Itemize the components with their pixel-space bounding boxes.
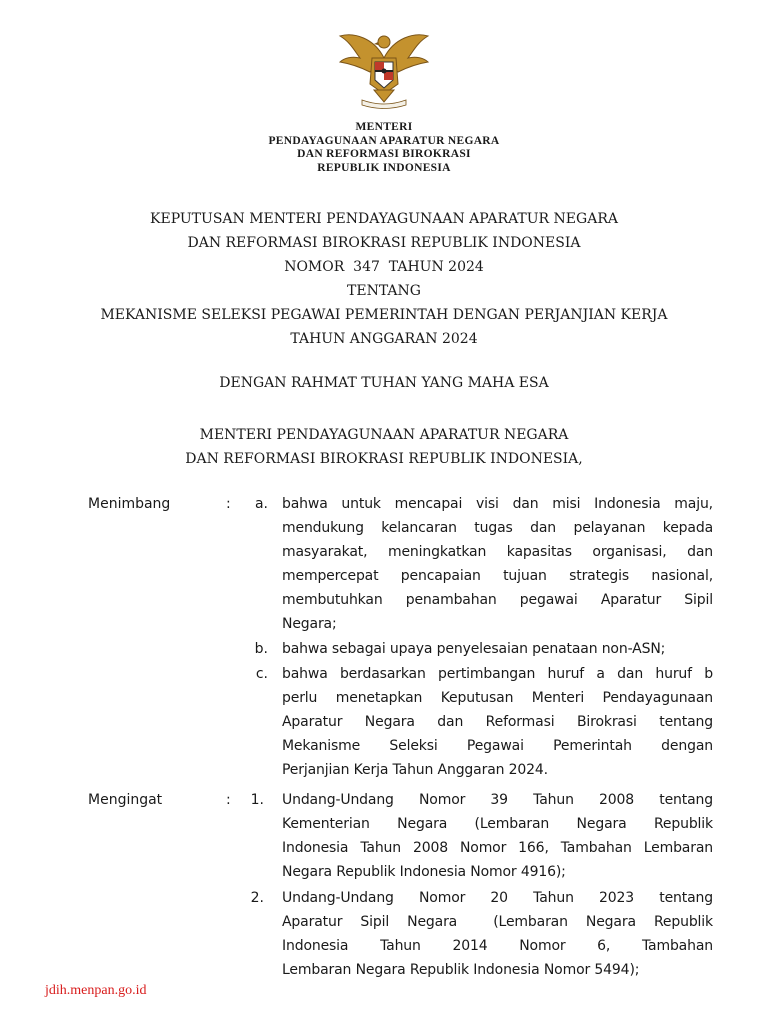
letterhead-line: MENTERI <box>355 121 413 133</box>
item-line: Mekanisme Seleksi Pegawai Pemerintah dengan <box>282 738 713 754</box>
menimbang-label: Menimbang <box>88 496 171 512</box>
title-line: KEPUTUSAN MENTERI PENDAYAGUNAAN APARATUR NEGARA <box>150 211 618 227</box>
item-marker: 1. <box>250 792 264 808</box>
item-line: mendukung kelancaran tugas dan pelayanan kepada <box>282 520 713 536</box>
official-line: MENTERI PENDAYAGUNAAN APARATUR NEGARA <box>199 427 569 443</box>
item-line: Negara Republik Indonesia Nomor 4916); <box>282 864 566 880</box>
garuda-emblem-icon <box>334 28 434 110</box>
item-line: Kementerian Negara (Lembaran Negara Republik <box>282 816 713 832</box>
item-line: membutuhkan penambahan pegawai Aparatur Sipil <box>282 592 713 608</box>
item-marker: c. <box>255 666 268 682</box>
item-marker: a. <box>254 496 268 512</box>
colon: : <box>226 792 231 808</box>
decree-title <box>0 207 768 351</box>
item-line: Aparatur Negara dan Reformasi Birokrasi tentang <box>282 714 713 730</box>
item-marker: 2. <box>250 890 264 906</box>
official-title <box>0 423 768 471</box>
official-line: DAN REFORMASI BIROKRASI REPUBLIK INDONESIA, <box>185 451 583 467</box>
greeting: DENGAN RAHMAT TUHAN YANG MAHA ESA <box>219 375 549 391</box>
title-line: DAN REFORMASI BIROKRASI REPUBLIK INDONESIA <box>187 235 581 251</box>
item-line: perlu menetapkan Keputusan Menteri Pendayagunaan <box>282 690 713 706</box>
item-line: Indonesia Tahun 2008 Nomor 166, Tambahan Lembaran <box>282 840 713 856</box>
item-line: Negara; <box>282 616 337 632</box>
title-line: MEKANISME SELEKSI PEGAWAI PEMERINTAH DENGAN PERJANJIAN KERJA <box>100 307 668 323</box>
decree-number: NOMOR 347 TAHUN 2024 <box>284 259 484 275</box>
item-line: Aparatur Sipil Negara (Lembaran Negara Republik <box>282 914 713 930</box>
item-line: Perjanjian Kerja Tahun Anggaran 2024. <box>282 762 548 778</box>
item-line: bahwa sebagai upaya penyelesaian penataan non-ASN; <box>282 641 666 657</box>
item-line: Undang-Undang Nomor 20 Tahun 2023 tentang <box>282 890 713 906</box>
item-line: Undang-Undang Nomor 39 Tahun 2008 tentang <box>282 792 713 808</box>
source-watermark: jdih.menpan.go.id <box>45 983 147 998</box>
mengingat-label: Mengingat <box>88 792 163 808</box>
item-line: Indonesia Tahun 2014 Nomor 6, Tambahan <box>282 938 713 954</box>
item-line: bahwa untuk mencapai visi dan misi Indonesia maju, <box>282 496 713 512</box>
title-line: TAHUN ANGGARAN 2024 <box>290 331 478 347</box>
letterhead <box>0 121 768 175</box>
letterhead-line: PENDAYAGUNAAN APARATUR NEGARA <box>268 134 500 147</box>
letterhead-line: DAN REFORMASI BIROKRASI <box>297 148 471 160</box>
colon: : <box>226 496 231 512</box>
item-line: masyarakat, meningkatkan kapasitas organisasi, dan <box>282 544 713 560</box>
item-line: mempercepat pencapaian tujuan strategis nasional, <box>282 568 713 584</box>
item-line: bahwa berdasarkan pertimbangan huruf a dan huruf b <box>282 666 713 682</box>
letterhead-line: REPUBLIK INDONESIA <box>317 161 451 174</box>
title-line: TENTANG <box>347 283 421 299</box>
item-line: Lembaran Negara Republik Indonesia Nomor 5494); <box>282 962 640 978</box>
item-marker: b. <box>254 641 268 657</box>
